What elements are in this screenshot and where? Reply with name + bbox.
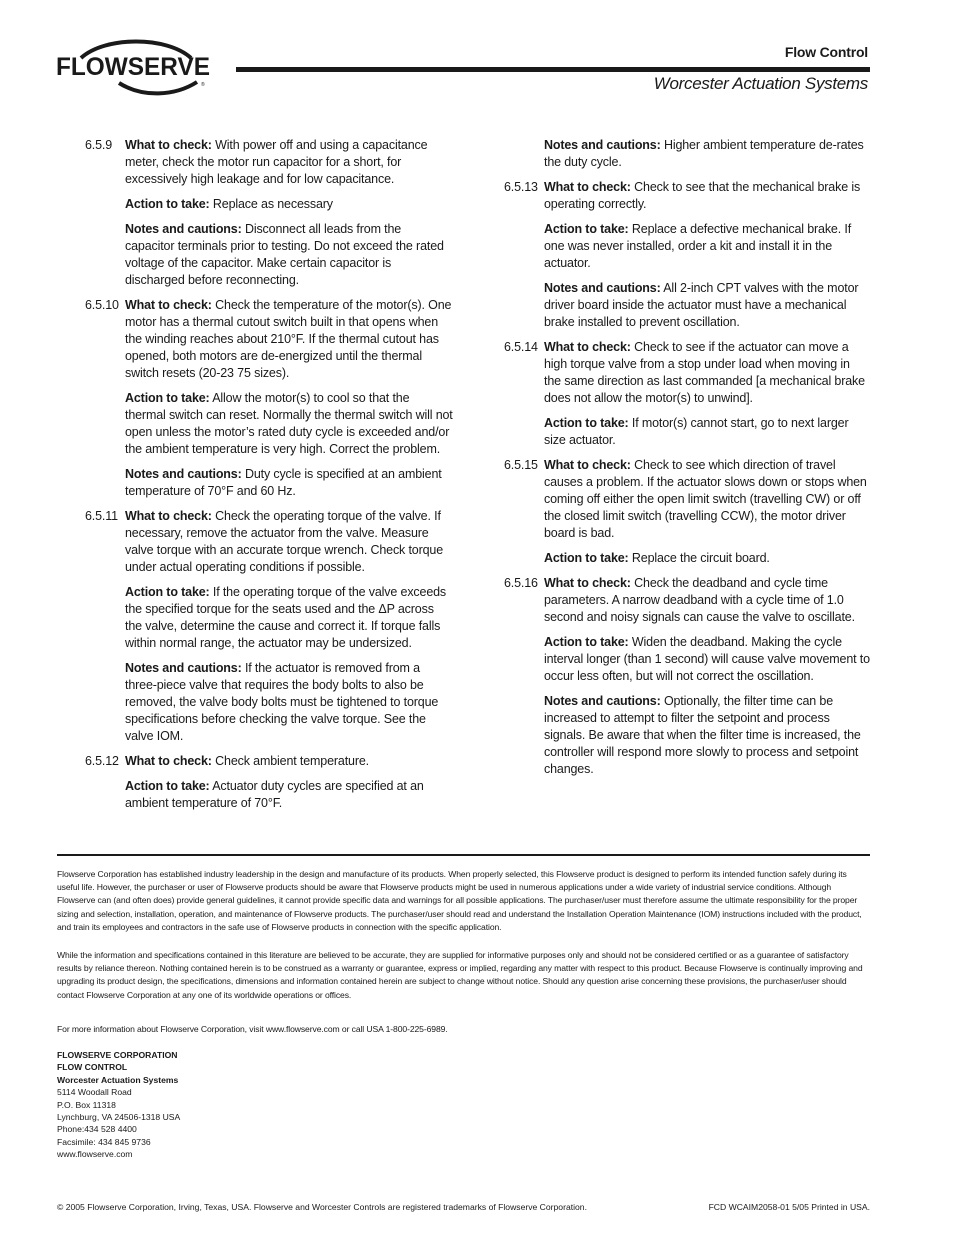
address-unit: Worcester Actuation Systems xyxy=(57,1074,179,1085)
action-label: Action to take: xyxy=(544,222,629,236)
footer-rule xyxy=(57,854,870,856)
address-city: Lynchburg, VA 24506-1318 USA xyxy=(57,1112,181,1123)
check-label: What to check: xyxy=(125,298,212,312)
check-paragraph xyxy=(544,179,870,213)
action-paragraph xyxy=(125,584,453,652)
check-paragraph xyxy=(125,137,453,188)
left-column xyxy=(85,137,453,820)
check-label: What to check: xyxy=(125,754,212,768)
check-label: What to check: xyxy=(544,458,631,472)
disclaimer-paragraph-1: Flowserve Corporation has established industry leadership in the design and manufacture of its products. When properly selected, this Flowserve product is designed to perform its intended function safely during its useful life. However, the purchaser or user of Flowserve products should be aware that Flowserve products might be used in numerous applications under a wide variety of industrial service conditions. Although Flowserve can (and often does) provide general guidelines, it cannot provide specific data and warnings for all possible applications. The purchaser/user must therefore assume the ultimate responsibility for the proper sizing and selection, installation, operation, and maintenance of Flowserve products. The purchaser/user should read and understand the Installation Operation Maintenance (IOM) instructions included with the product, and train its employees and contractors in the safe use of Flowserve products in connection with the specific application. xyxy=(57,869,862,932)
right-column xyxy=(504,137,870,786)
action-text: If the operating torque of the valve exceeds the specified torque for the seats used and the ΔP across the valve, determine the cause and correct it. If torque falls within normal range, the actuator may be undersized. xyxy=(125,585,447,650)
check-label: What to check: xyxy=(125,138,212,152)
check-paragraph xyxy=(544,457,870,542)
action-paragraph xyxy=(125,390,453,458)
check-paragraph xyxy=(544,339,870,407)
more-info-text: For more information about Flowserve Corporation, visit www.flowserve.com or call USA 1-800-225-6989. xyxy=(57,1024,448,1034)
step-number: 6.5.9 xyxy=(85,138,113,152)
check-text: Check ambient temperature. xyxy=(215,754,369,768)
action-label: Action to take: xyxy=(125,197,210,211)
check-paragraph xyxy=(544,575,870,626)
address-division: FLOW CONTROL xyxy=(57,1062,128,1073)
notes-text: Duty cycle is specified at an ambient temperature of 70°F and 60 Hz. xyxy=(125,467,442,498)
action-label: Action to take: xyxy=(544,551,629,565)
action-text: Replace the circuit board. xyxy=(631,551,770,565)
notes-paragraph xyxy=(544,280,870,331)
step-6-5-9 xyxy=(85,137,453,289)
svg-text:®: ® xyxy=(201,82,205,88)
flowserve-logo xyxy=(55,38,215,102)
step-6-5-13 xyxy=(504,179,870,331)
action-label: Action to take: xyxy=(125,391,210,405)
action-paragraph xyxy=(125,196,453,213)
notes-label: Notes and cautions: xyxy=(544,281,661,295)
copyright-text: © 2005 Flowserve Corporation, Irving, Texas, USA. Flowserve and Worcester Controls are registered trademarks of Flowserve Corporation. xyxy=(57,1202,587,1212)
address-company: FLOWSERVE CORPORATION xyxy=(57,1050,178,1060)
notes-text: If the actuator is removed from a three-piece valve that requires the body bolts to also be removed, the valve body bolts must be tightened to torque specifications before checking the valve torque. See the valve IOM. xyxy=(125,661,439,743)
notes-text: Optionally, the filter time can be increased to attempt to filter the setpoint and process signals. Be aware that when the filter time is increased, the controller will respond more slowly to process and setpoint changes. xyxy=(544,694,861,776)
notes-label: Notes and cautions: xyxy=(544,694,661,708)
notes-paragraph xyxy=(125,660,453,745)
check-text: Check to see that the mechanical brake is operating correctly. xyxy=(544,180,861,211)
step-number: 6.5.12 xyxy=(85,754,119,768)
notes-paragraph xyxy=(125,221,453,289)
notes-text: All 2-inch CPT valves with the motor driver board inside the actuator must have a mechanical brake installed to prevent oscillation. xyxy=(544,281,859,329)
action-paragraph xyxy=(544,550,870,567)
action-label: Action to take: xyxy=(544,635,629,649)
action-text: Replace a defective mechanical brake. If one was never installed, order a kit and install it in the actuator. xyxy=(544,222,852,270)
action-text: If motor(s) cannot start, go to next larger size actuator. xyxy=(544,416,849,447)
notes-paragraph xyxy=(125,466,453,500)
check-text: Check the deadband and cycle time parameters. A narrow deadband with a cycle time of 1.0 second and noisy signals can cause the valve to oscillate. xyxy=(544,576,855,624)
check-label: What to check: xyxy=(544,340,631,354)
action-text: Widen the deadband. Making the cycle interval longer (than 1 second) will cause valve movement to occur less often, but will not correct the oscillation. xyxy=(544,635,870,683)
action-paragraph xyxy=(544,415,870,449)
check-text: Check to see if the actuator can move a high torque valve from a stop under load when moving in the same direction as last commanded [a mechanical brake does not allow the motor(s) to unwind]. xyxy=(544,340,865,405)
action-text: Actuator duty cycles are specified at an ambient temperature of 70°F. xyxy=(125,779,424,810)
check-label: What to check: xyxy=(125,509,212,523)
notes-text: Higher ambient temperature de-rates the duty cycle. xyxy=(544,138,864,169)
address-fax: Facsimile: 434 845 9736 xyxy=(57,1136,151,1147)
check-paragraph xyxy=(125,297,453,382)
notes-label: Notes and cautions: xyxy=(544,138,661,152)
step-6-5-11 xyxy=(85,508,453,745)
address-phone: Phone:434 528 4400 xyxy=(57,1124,137,1135)
step-6-5-16 xyxy=(504,575,870,778)
check-paragraph xyxy=(125,508,453,576)
header-division: Flow Control xyxy=(784,44,868,60)
logo-wordmark: FLOWSERVE xyxy=(56,53,210,81)
action-label: Action to take: xyxy=(544,416,629,430)
notes-label: Notes and cautions: xyxy=(125,467,242,481)
step-number: 6.5.15 xyxy=(504,458,538,472)
step-number: 6.5.16 xyxy=(504,576,538,590)
address-street: 5114 Woodall Road xyxy=(57,1087,132,1098)
notes-paragraph xyxy=(544,693,870,778)
disclaimer-paragraph-2: While the information and specifications contained in this literature are believed to be accurate, they are supplied for informative purposes only and should not be considered certified or as a guarantee of satisfactory results by reliance thereon. Nothing contained herein is to be construed as a warranty or guarantee, express or implied, regarding any matter with respect to this product. Because Flowserve is continually improving and upgrading its product design, the specifications, dimensions and information contained herein are subject to change without notice. Should any question arise concerning these provisions, the purchaser/user should contact Flowserve Corporation at any one of its worldwide operations or offices. xyxy=(57,950,863,1000)
action-label: Action to take: xyxy=(125,779,210,793)
step-6-5-12 xyxy=(85,753,453,812)
flowserve-logo-icon xyxy=(55,38,215,102)
action-paragraph xyxy=(544,221,870,272)
header-rule xyxy=(236,67,870,72)
notes-label: Notes and cautions: xyxy=(125,222,242,236)
check-text: Check the operating torque of the valve. If necessary, remove the actuator from the valve. Measure valve torque with an accurate torque wrench. Check torque under actual operating conditions if possible. xyxy=(125,509,444,574)
check-paragraph xyxy=(125,753,453,770)
notes-paragraph xyxy=(504,137,870,171)
step-6-5-14 xyxy=(504,339,870,449)
address-web-link[interactable]: www.flowserve.com xyxy=(57,1149,133,1160)
action-paragraph xyxy=(544,634,870,685)
step-number: 6.5.10 xyxy=(85,298,119,312)
step-number: 6.5.14 xyxy=(504,340,538,354)
step-6-5-10 xyxy=(85,297,453,500)
action-text: Allow the motor(s) to cool so that the thermal switch can reset. Normally the thermal switch will not open unless the motor’s rated duty cycle is exceeded and/or the ambient temperature is very high. Correct the problem. xyxy=(125,391,453,456)
address-pobox: P.O. Box 11318 xyxy=(57,1099,116,1110)
company-address xyxy=(57,1049,180,1161)
action-label: Action to take: xyxy=(125,585,210,599)
document-code: FCD WCAIM2058-01 5/05 Printed in USA. xyxy=(708,1202,870,1212)
action-paragraph xyxy=(125,778,453,812)
step-number: 6.5.11 xyxy=(85,509,118,523)
notes-text: Disconnect all leads from the capacitor terminals prior to testing. Do not exceed the rated voltage of the capacitor. Make certain capacitor is discharged before reconnecting. xyxy=(125,222,444,287)
step-6-5-15 xyxy=(504,457,870,567)
action-text: Replace as necessary xyxy=(212,197,333,211)
step-number: 6.5.13 xyxy=(504,180,538,194)
check-label: What to check: xyxy=(544,180,631,194)
check-text: Check to see which direction of travel causes a problem. If the actuator slows down or stops when coming off either the open limit switch (travelling CW) or off the closed limit switch (travelling CCW), the motor driver board is bad. xyxy=(544,458,867,540)
check-text: With power off and using a capacitance meter, check the motor run capacitor for a short, for excessively high leakage and for low capacitance. xyxy=(125,138,428,186)
header-subdivision: Worcester Actuation Systems xyxy=(653,74,868,93)
check-text: Check the temperature of the motor(s). One motor has a thermal cutout switch built in that opens when the winding reaches about 210°F. If the thermal cutout has opened, both motors are de-energized until the thermal switch resets (20-23 75 sizes). xyxy=(125,298,452,380)
notes-label: Notes and cautions: xyxy=(125,661,242,675)
check-label: What to check: xyxy=(544,576,631,590)
